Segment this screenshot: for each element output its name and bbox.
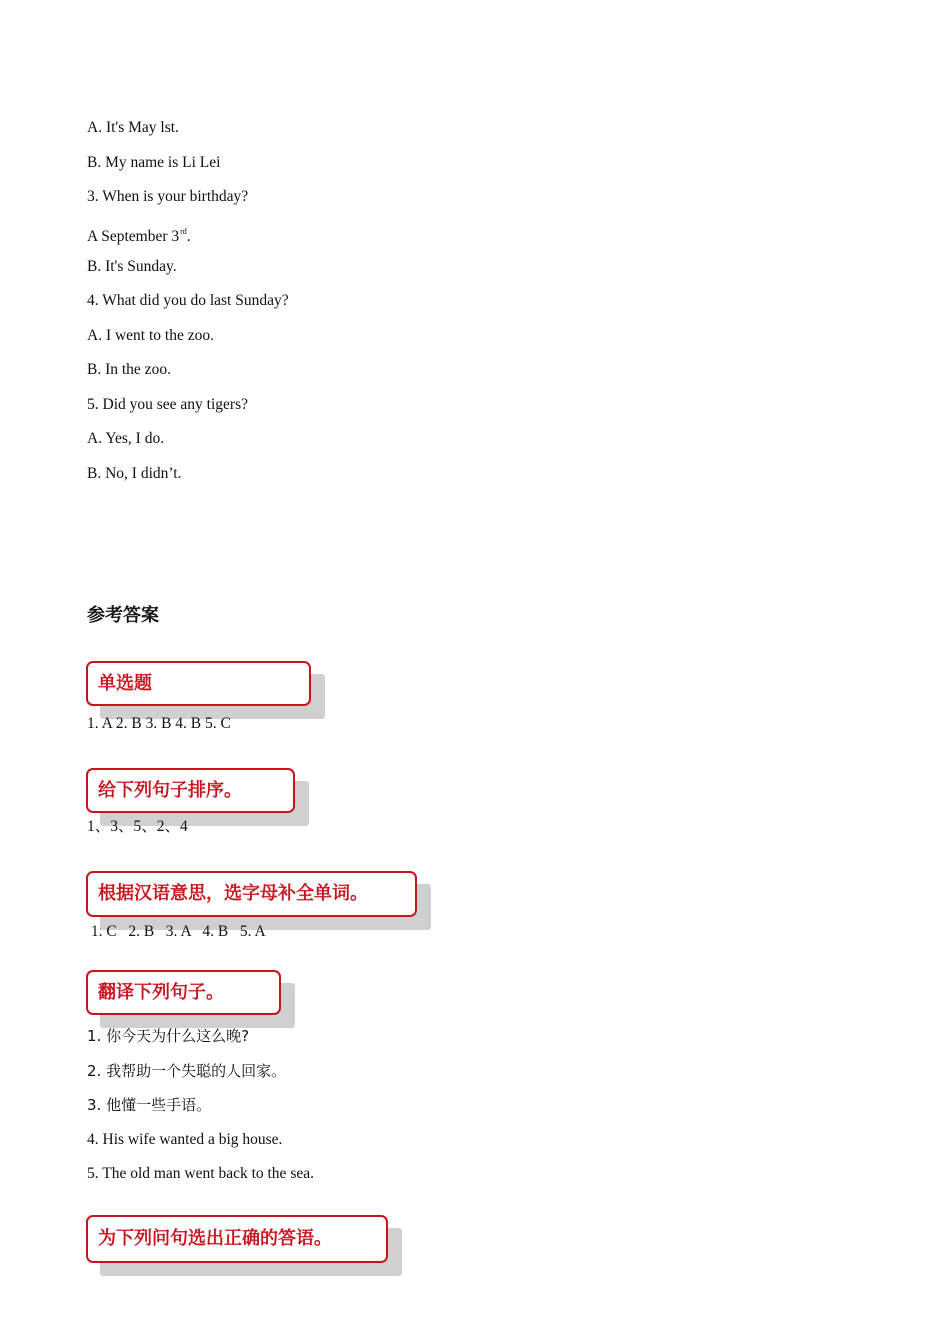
option-text: A September 3 (87, 228, 180, 245)
reference-answers-heading: 参考答案 (87, 605, 159, 626)
option-line-with-ordinal (87, 222, 191, 247)
section-title: 给下列句子排序。 (98, 780, 242, 801)
answer-line: 4. His wife wanted a big house. (87, 1131, 283, 1148)
question-line: 3. When is your birthday? (87, 188, 249, 205)
answer-line: 3. 他懂一些手语。 (87, 1096, 212, 1114)
option-line: B. My name is Li Lei (87, 154, 221, 171)
option-line: A. Yes, I do. (87, 430, 165, 447)
section-title: 根据汉语意思，选字母补全单词。 (98, 883, 368, 904)
option-line: B. It's Sunday. (87, 258, 177, 275)
option-line: B. No, I didn’t. (87, 465, 182, 482)
section-title: 为下列问句选出正确的答语。 (98, 1228, 332, 1249)
question-line: 5. Did you see any tigers? (87, 396, 248, 413)
section-title: 单选题 (98, 673, 152, 694)
section-title: 翻译下列句子。 (98, 982, 224, 1003)
answer-line: 2. 我帮助一个失聪的人回家。 (87, 1062, 287, 1080)
answer-line: 5. The old man went back to the sea. (87, 1165, 314, 1182)
option-line: A. I went to the zoo. (87, 327, 214, 344)
option-period: . (186, 228, 191, 245)
option-line: B. In the zoo. (87, 361, 171, 378)
answer-line: 1. A 2. B 3. B 4. B 5. C (87, 715, 231, 732)
answer-line: 1. 你今天为什么这么晚? (87, 1027, 250, 1045)
answer-line: 1、3、5、2、4 (87, 818, 188, 835)
ordinal-suffix: rd (180, 227, 187, 236)
answer-line: 1. C 2. B 3. A 4. B 5. A (87, 923, 266, 940)
option-line: A. It's May lst. (87, 119, 179, 136)
question-line: 4. What did you do last Sunday? (87, 292, 289, 309)
